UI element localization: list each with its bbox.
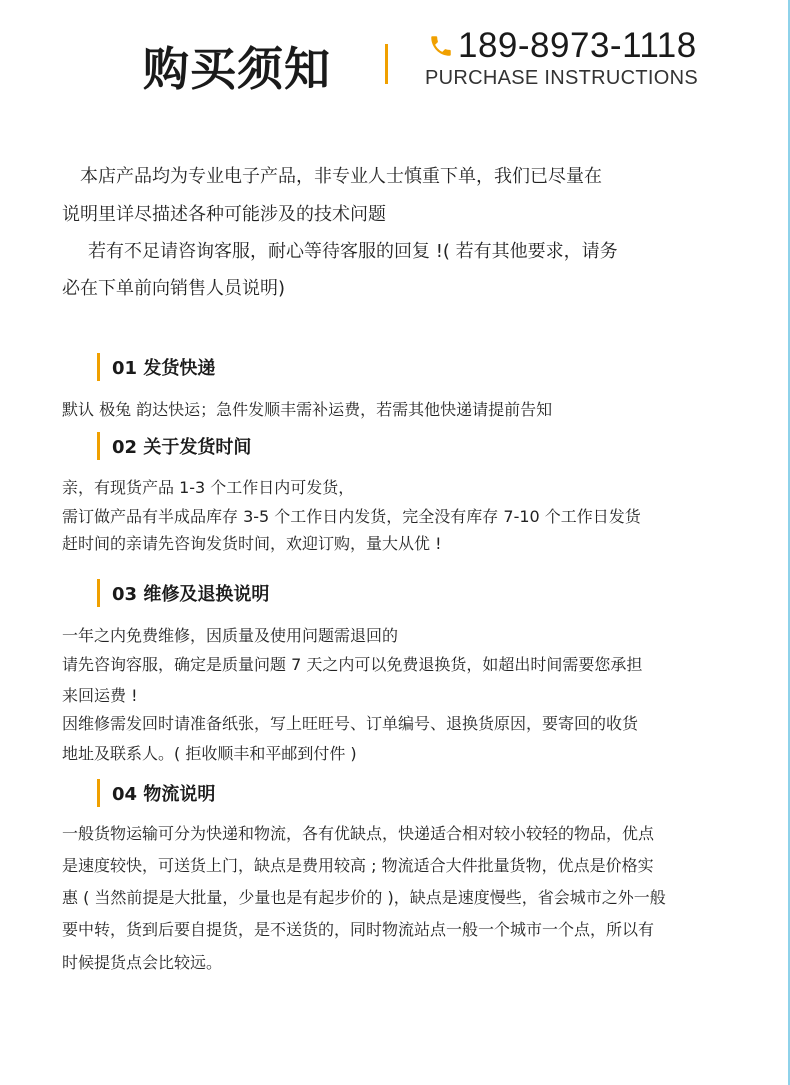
intro-line: 若有不足请咨询客服，耐心等待客服的回复 !( 若有其他要求，请务: [88, 241, 618, 262]
section-text-line: 要中转，货到后要自提货，是不送货的，同时物流站点一般一个城市一个点，所以有: [62, 920, 655, 939]
section-accent-bar: [97, 353, 100, 381]
section-text-line: 来回运费 !: [62, 686, 138, 705]
section-text-line: 一般货物运输可分为快递和物流，各有优缺点，快递适合相对较小较轻的物品，优点: [62, 824, 655, 843]
section-text-line: 因维修需发回时请准备纸张，写上旺旺号、订单编号、退换货原因，要寄回的收货: [62, 714, 639, 733]
section-header-shipping: [97, 353, 215, 381]
intro-line: 本店产品均为专业电子产品，非专业人士慎重下单，我们已尽量在: [80, 166, 602, 187]
section-title: 03 维修及退换说明: [112, 584, 270, 605]
section-title: 01 发货快递: [112, 358, 216, 379]
phone-icon: [428, 33, 454, 59]
section-text-line: 地址及联系人。( 拒收顺丰和平邮到付件 ): [62, 744, 357, 763]
phone-contact: [428, 26, 697, 66]
section-header-logistics: [97, 779, 215, 807]
header-divider: [385, 44, 388, 84]
section-text-line: 是速度较快，可送货上门，缺点是费用较高 ; 物流适合大件批量货物，优点是价格实: [62, 856, 654, 875]
section-text-line: 请先咨询容服，确定是质量问题 7 天之内可以免费退换货，如超出时间需要您承担: [62, 655, 643, 674]
section-header-delivery-time: [97, 432, 251, 460]
section-title: 04 物流说明: [112, 784, 216, 805]
section-header-repair-return: [97, 579, 269, 607]
section-text-line: 赶时间的亲请先咨询发货时间，欢迎订购，量大从优 !: [62, 534, 442, 553]
section-text-line: 亲，有现货产品 1-3 个工作日内可发货，: [62, 478, 355, 497]
section-text-line: 默认 极兔 韵达快运；急件发顺丰需补运费，若需其他快递请提前告知: [62, 400, 553, 419]
section-accent-bar: [97, 579, 100, 607]
section-text-line: 需订做产品有半成品库存 3-5 个工作日内发货，完全没有库存 7-10 个工作日发货: [62, 507, 641, 526]
section-text-line: 惠 ( 当然前提是大批量，少量也是有起步价的 )，缺点是速度慢些，省会城市之外一般: [62, 888, 666, 907]
phone-number: 189-8973-1118: [458, 26, 697, 65]
section-title: 02 关于发货时间: [112, 437, 252, 458]
page-title: 购买须知: [143, 42, 331, 96]
section-accent-bar: [97, 779, 100, 807]
intro-line: 必在下单前向销售人员说明): [62, 278, 286, 299]
intro-line: 说明里详尽描述各种可能涉及的技术问题: [62, 204, 386, 225]
section-text-line: 一年之内免费维修，因质量及使用问题需退回的: [62, 626, 399, 645]
section-accent-bar: [97, 432, 100, 460]
page-subtitle: PURCHASE INSTRUCTIONS: [425, 67, 698, 89]
section-text-line: 时候提货点会比较远。: [62, 953, 223, 972]
